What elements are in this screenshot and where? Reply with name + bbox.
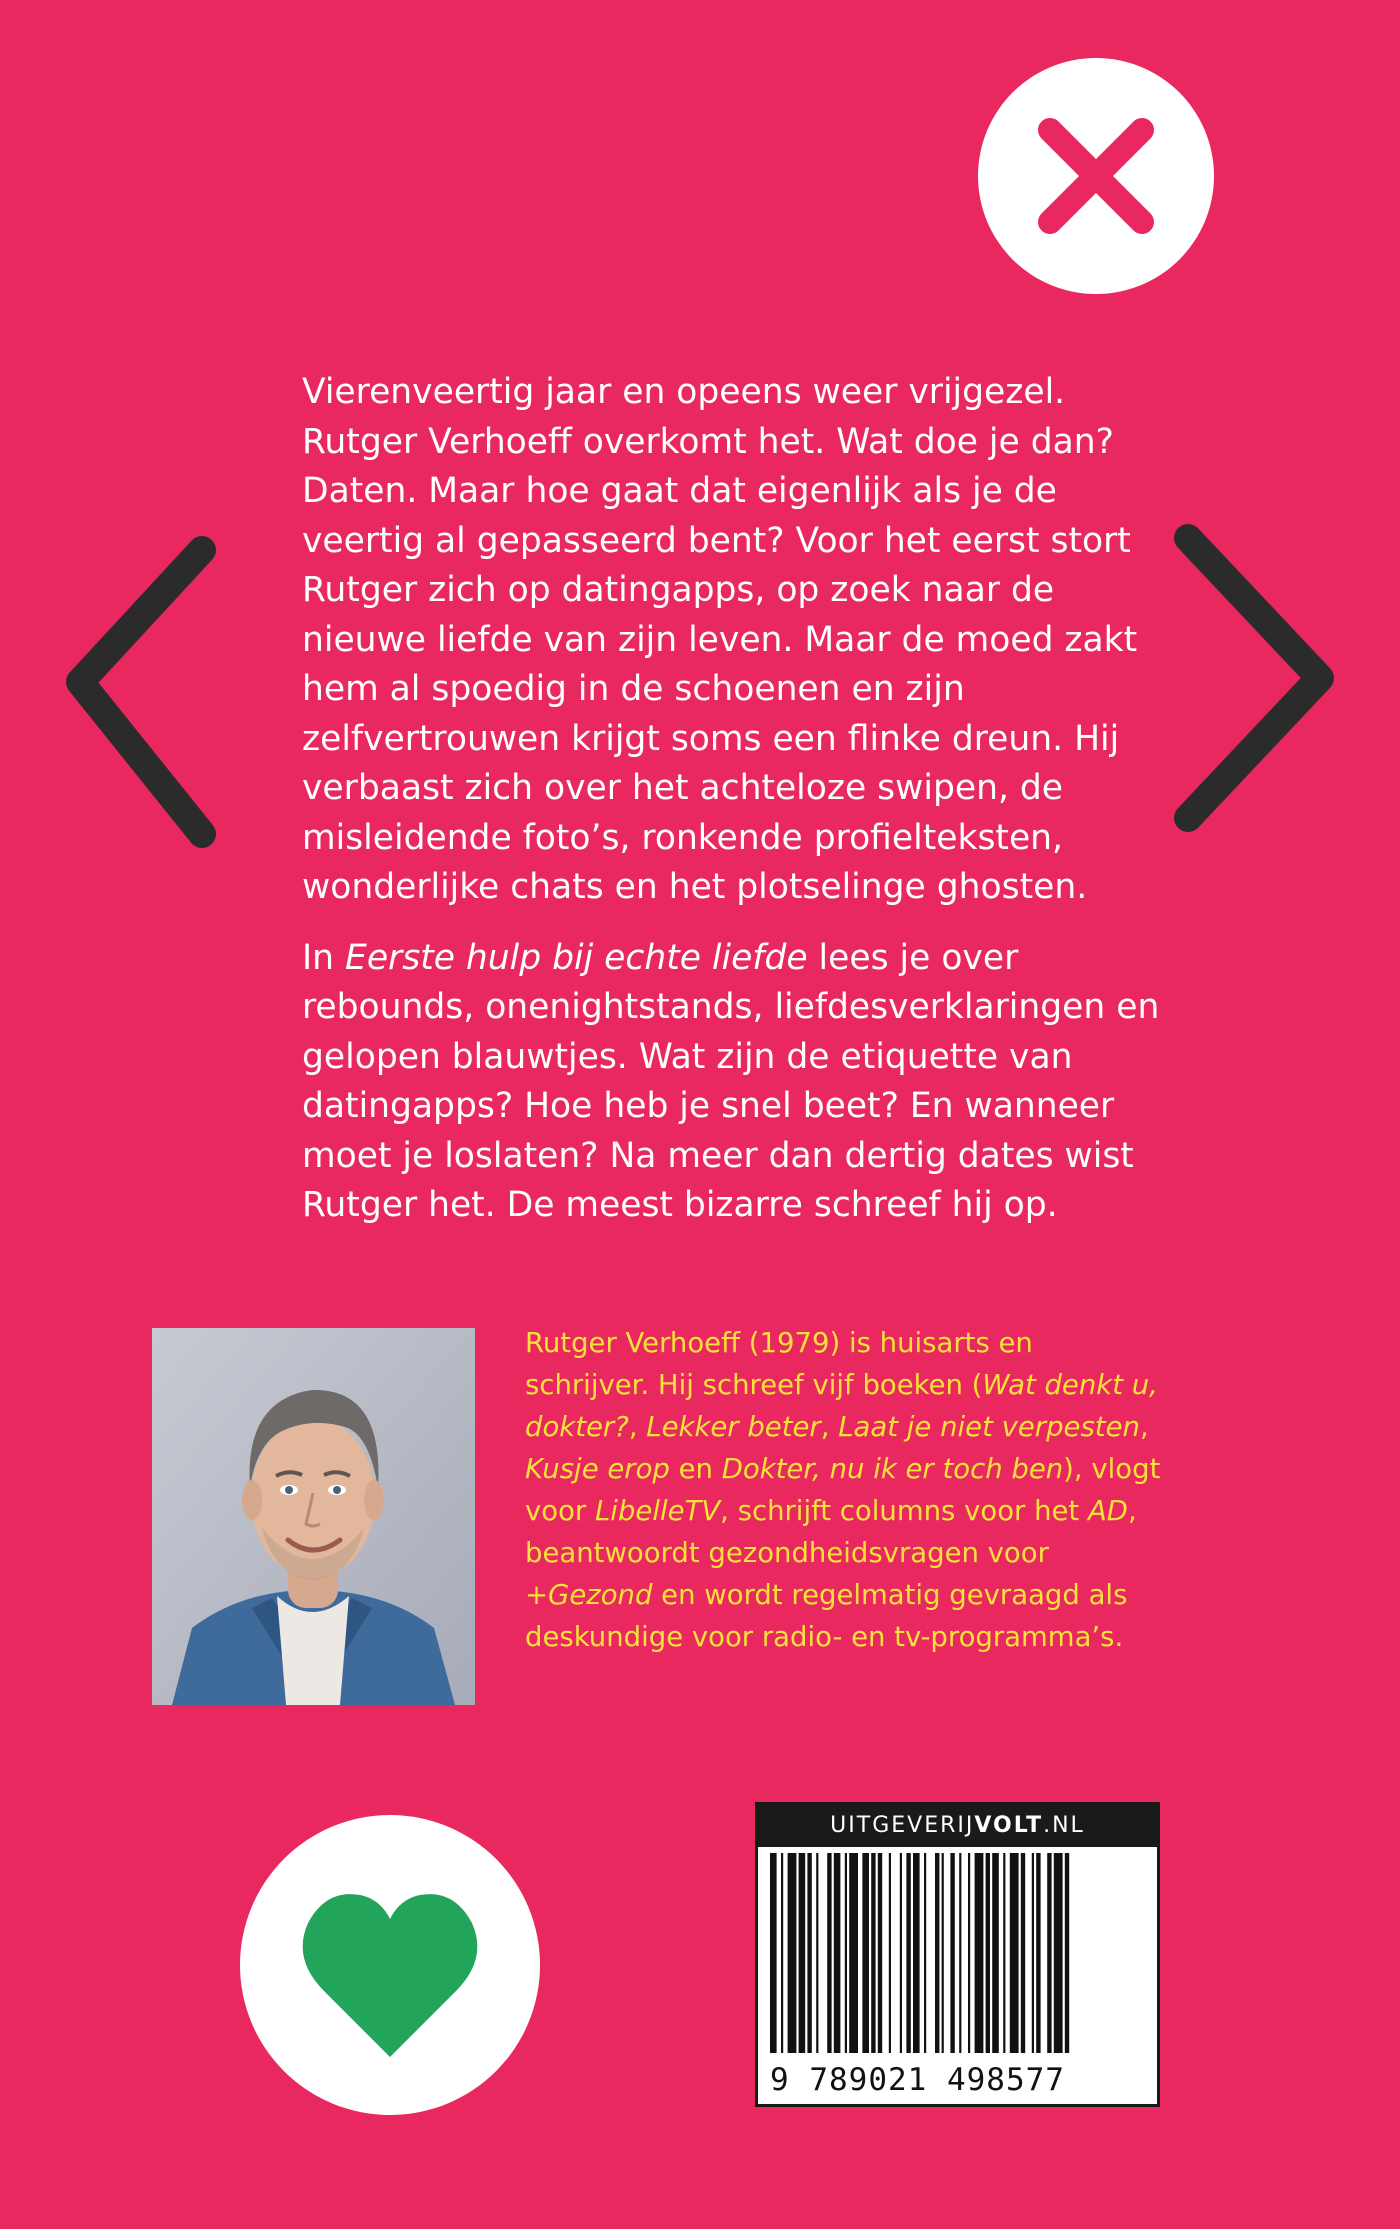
barcode-bar <box>935 1853 939 2053</box>
barcode-bar <box>816 1853 818 2053</box>
blurb-text: In <box>302 937 346 978</box>
media-name: AD <box>1087 1495 1128 1527</box>
bio-text: en wordt regelmatig gevraagd als deskundige voor radio- en tv-programma’s. <box>525 1579 1128 1653</box>
barcode-bar <box>975 1853 984 2053</box>
bio-text: , <box>1139 1411 1149 1443</box>
media-name: +Gezond <box>525 1579 653 1611</box>
media-name: LibelleTV <box>594 1495 721 1527</box>
bio-text: , <box>820 1411 839 1443</box>
book-title: Kusje erop <box>525 1453 670 1485</box>
barcode-bar <box>968 1853 970 2053</box>
bio-text: Rutger Verhoeff (1979) is huisarts en schrijver. Hij schreef vijf boeken ( <box>525 1327 1033 1401</box>
barcode-bar <box>900 1853 902 2053</box>
author-photo <box>152 1328 475 1705</box>
bio-text: , schrijft columns voor het <box>720 1495 1088 1527</box>
barcode-bar <box>913 1853 920 2053</box>
previous-button[interactable] <box>62 532 222 856</box>
publisher-name: VOLT <box>974 1813 1044 1838</box>
barcode-bar <box>849 1853 858 2053</box>
barcode-bar <box>1003 1853 1005 2053</box>
barcode-bar <box>924 1853 926 2053</box>
close-icon <box>978 58 1214 294</box>
heart-icon <box>240 1815 540 2115</box>
barcode-bar <box>1021 1853 1025 2053</box>
book-title: Lekker beter <box>646 1411 821 1443</box>
barcode-bar <box>799 1853 806 2053</box>
bio-text: , beantwoordt gezondheidsvragen voor <box>525 1495 1137 1569</box>
barcode-bar <box>906 1853 910 2053</box>
barcode-bar <box>788 1853 797 2053</box>
publisher-prefix: UITGEVERIJ <box>830 1813 975 1838</box>
chevron-right-icon <box>1170 520 1340 840</box>
barcode-bar <box>1065 1853 1069 2053</box>
barcode-bar <box>807 1853 811 2053</box>
publisher-suffix: .NL <box>1043 1813 1085 1838</box>
barcode-bar <box>992 1853 999 2053</box>
barcode-bar <box>878 1853 882 2053</box>
barcode <box>770 1853 1145 2053</box>
barcode-bar <box>1047 1853 1051 2053</box>
book-title: Wat denkt u, dokter? <box>525 1369 1158 1443</box>
isbn-number: 9 789021 498577 <box>768 2062 1150 2098</box>
barcode-bar <box>950 1853 954 2053</box>
barcode-bar <box>827 1853 831 2053</box>
author-bio <box>525 1322 1165 1658</box>
barcode-bar <box>770 1853 777 2053</box>
dislike-button[interactable] <box>978 58 1214 294</box>
barcode-bar <box>889 1853 891 2053</box>
blurb-paragraph <box>302 934 1162 1231</box>
blurb-text: lees je over rebounds, onenightstands, liefdesverklaringen en gelopen blauwtjes. Wat zijn de etiquette van datingapps? Hoe heb je snel beet? En wanneer moet je loslaten? Na meer dan dertig dates wist Rutger het. De meest bizarre schreef hij op. <box>302 937 1160 1225</box>
barcode-bar <box>986 1853 990 2053</box>
barcode-bar <box>871 1853 875 2053</box>
barcode-bar <box>1036 1853 1040 2053</box>
like-button[interactable] <box>240 1815 540 2115</box>
next-button[interactable] <box>1170 520 1340 844</box>
book-title: Dokter, nu ik er toch ben <box>721 1453 1064 1485</box>
book-title: Eerste hulp bij echte liefde <box>345 937 808 978</box>
chevron-left-icon <box>62 532 222 852</box>
barcode-bar <box>845 1853 847 2053</box>
barcode-bar <box>942 1853 944 2053</box>
barcode-bar <box>959 1853 961 2053</box>
publisher-url[interactable] <box>758 1805 1157 1847</box>
book-blurb <box>302 368 1162 1231</box>
barcode-bar <box>1054 1853 1063 2053</box>
barcode-bar <box>834 1853 841 2053</box>
author-portrait <box>152 1328 475 1705</box>
barcode-bar <box>1010 1853 1019 2053</box>
barcode-block <box>755 1802 1160 2107</box>
blurb-paragraph: Vierenveertig jaar en opeens weer vrijgezel. Rutger Verhoeff overkomt het. Wat doe je dan? Daten. Maar hoe gaat dat eigenlijk als je de veertig al gepasseerd bent? Voor het eerst stort Rutger zich op datingapps, op zoek naar de nieuwe liefde van zijn leven. Maar de moed zakt hem al spoedig in de schoenen en zijn zelfvertrouwen krijgt soms een flinke dreun. Hij verbaast zich over het achteloze swipen, de misleidende foto’s, ronkende profielteksten, wonderlijke chats en het plotselinge ghosten. <box>302 372 1138 907</box>
book-title: Laat je niet verpesten <box>838 1411 1140 1443</box>
barcode-bar <box>862 1853 869 2053</box>
bio-text: , <box>628 1411 647 1443</box>
bio-text: en <box>669 1453 722 1485</box>
bio-text: ), vlogt voor <box>525 1453 1161 1527</box>
barcode-bar <box>781 1853 783 2053</box>
barcode-bar <box>1032 1853 1034 2053</box>
